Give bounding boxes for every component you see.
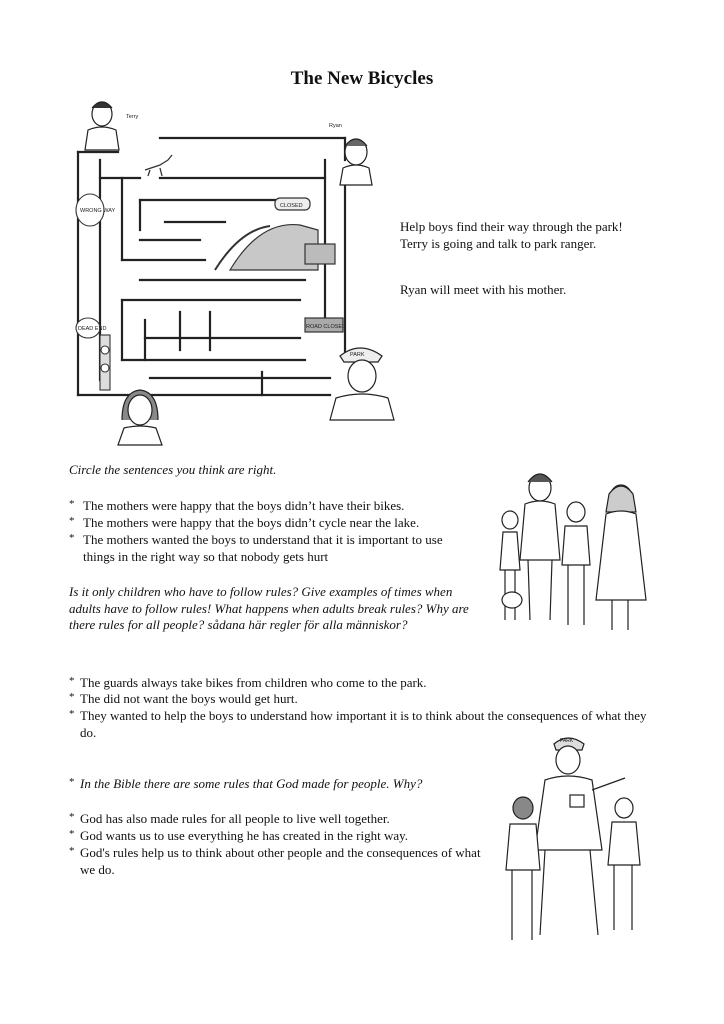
maze-sign-wrong-way: WRONG WAY <box>80 208 116 214</box>
instructions <box>400 219 700 299</box>
maze-sign-park: PARK <box>350 352 365 358</box>
bullet-text: God's rules help us to think about other people and the consequences of what we do. <box>80 845 481 877</box>
maze-label-ryan: Ryan <box>329 123 342 129</box>
maze-sign-dead-end: DEAD END <box>78 326 107 332</box>
bullet-text: God wants us to use everything he has created in the right way. <box>80 828 409 843</box>
bullet-text: God has also made rules for all people to live well together. <box>80 811 390 826</box>
section1-prompt: Circle the sentences you think are right. <box>69 462 277 477</box>
instruction-line-2: Terry is going and talk to park ranger. <box>400 235 597 251</box>
section3-bullet-1: * God has also made rules for all people to live well together. <box>69 811 489 828</box>
section1-bullet-1: * The mothers were happy that the boys didn’t have their bikes. <box>69 498 479 515</box>
section2-bullet-2: * The did not want the boys would get hurt. <box>69 691 629 708</box>
section3-bullet-2: * God wants us to use everything he has created in the right way. <box>69 828 489 845</box>
section2-question: Is it only children who have to follow rules? Give examples of times when adults have to follow rules! What happens when adults break rules? Why are there rules for all people? sådana här regler för alla människor? <box>69 584 469 632</box>
bullet-text: The mothers were happy that the boys didn’t have their bikes. <box>83 498 405 513</box>
maze-sign-closed: CLOSED <box>280 203 303 209</box>
maze-label-terry: Terry <box>126 114 139 120</box>
section3-bullet-3: * God's rules help us to think about other people and the consequences of what we do. <box>69 845 489 878</box>
bullet-text: The did not want the boys would get hurt. <box>80 691 298 706</box>
section1-bullet-2: * The mothers were happy that the boys didn’t cycle near the lake. <box>69 515 479 532</box>
question-text: In the Bible there are some rules that God made for people. Why? <box>80 776 423 791</box>
maze-sign-road-closed: ROAD CLOSED <box>306 324 347 330</box>
ranger-cap-label: PARK <box>560 738 574 744</box>
instruction-line-3: Ryan will meet with his mother. <box>400 282 567 297</box>
section3-question: * In the Bible there are some rules that God made for people. Why? <box>69 776 489 793</box>
section2-bullet-1: * The guards always take bikes from children who come to the park. <box>69 675 629 692</box>
bullet-text: They wanted to help the boys to understand how important it is to think about the consequences of what they do. <box>80 708 647 740</box>
bullet-text: The guards always take bikes from children who come to the park. <box>80 675 427 690</box>
instruction-line-1: Help boys find their way through the park! <box>400 219 623 234</box>
bullet-text: The mothers were happy that the boys didn’t cycle near the lake. <box>83 515 420 530</box>
section1-bullet-3: * The mothers wanted the boys to understand that it is important to use things in the right way so that nobody gets hurt <box>69 532 474 565</box>
page-title: The New Bicycles <box>290 68 434 89</box>
bullet-text: The mothers wanted the boys to understand that it is important to use things in the right way so that nobody gets hurt <box>83 532 443 564</box>
section2-bullet-3: * They wanted to help the boys to understand how important it is to think about the consequences of what they do. <box>69 708 649 741</box>
